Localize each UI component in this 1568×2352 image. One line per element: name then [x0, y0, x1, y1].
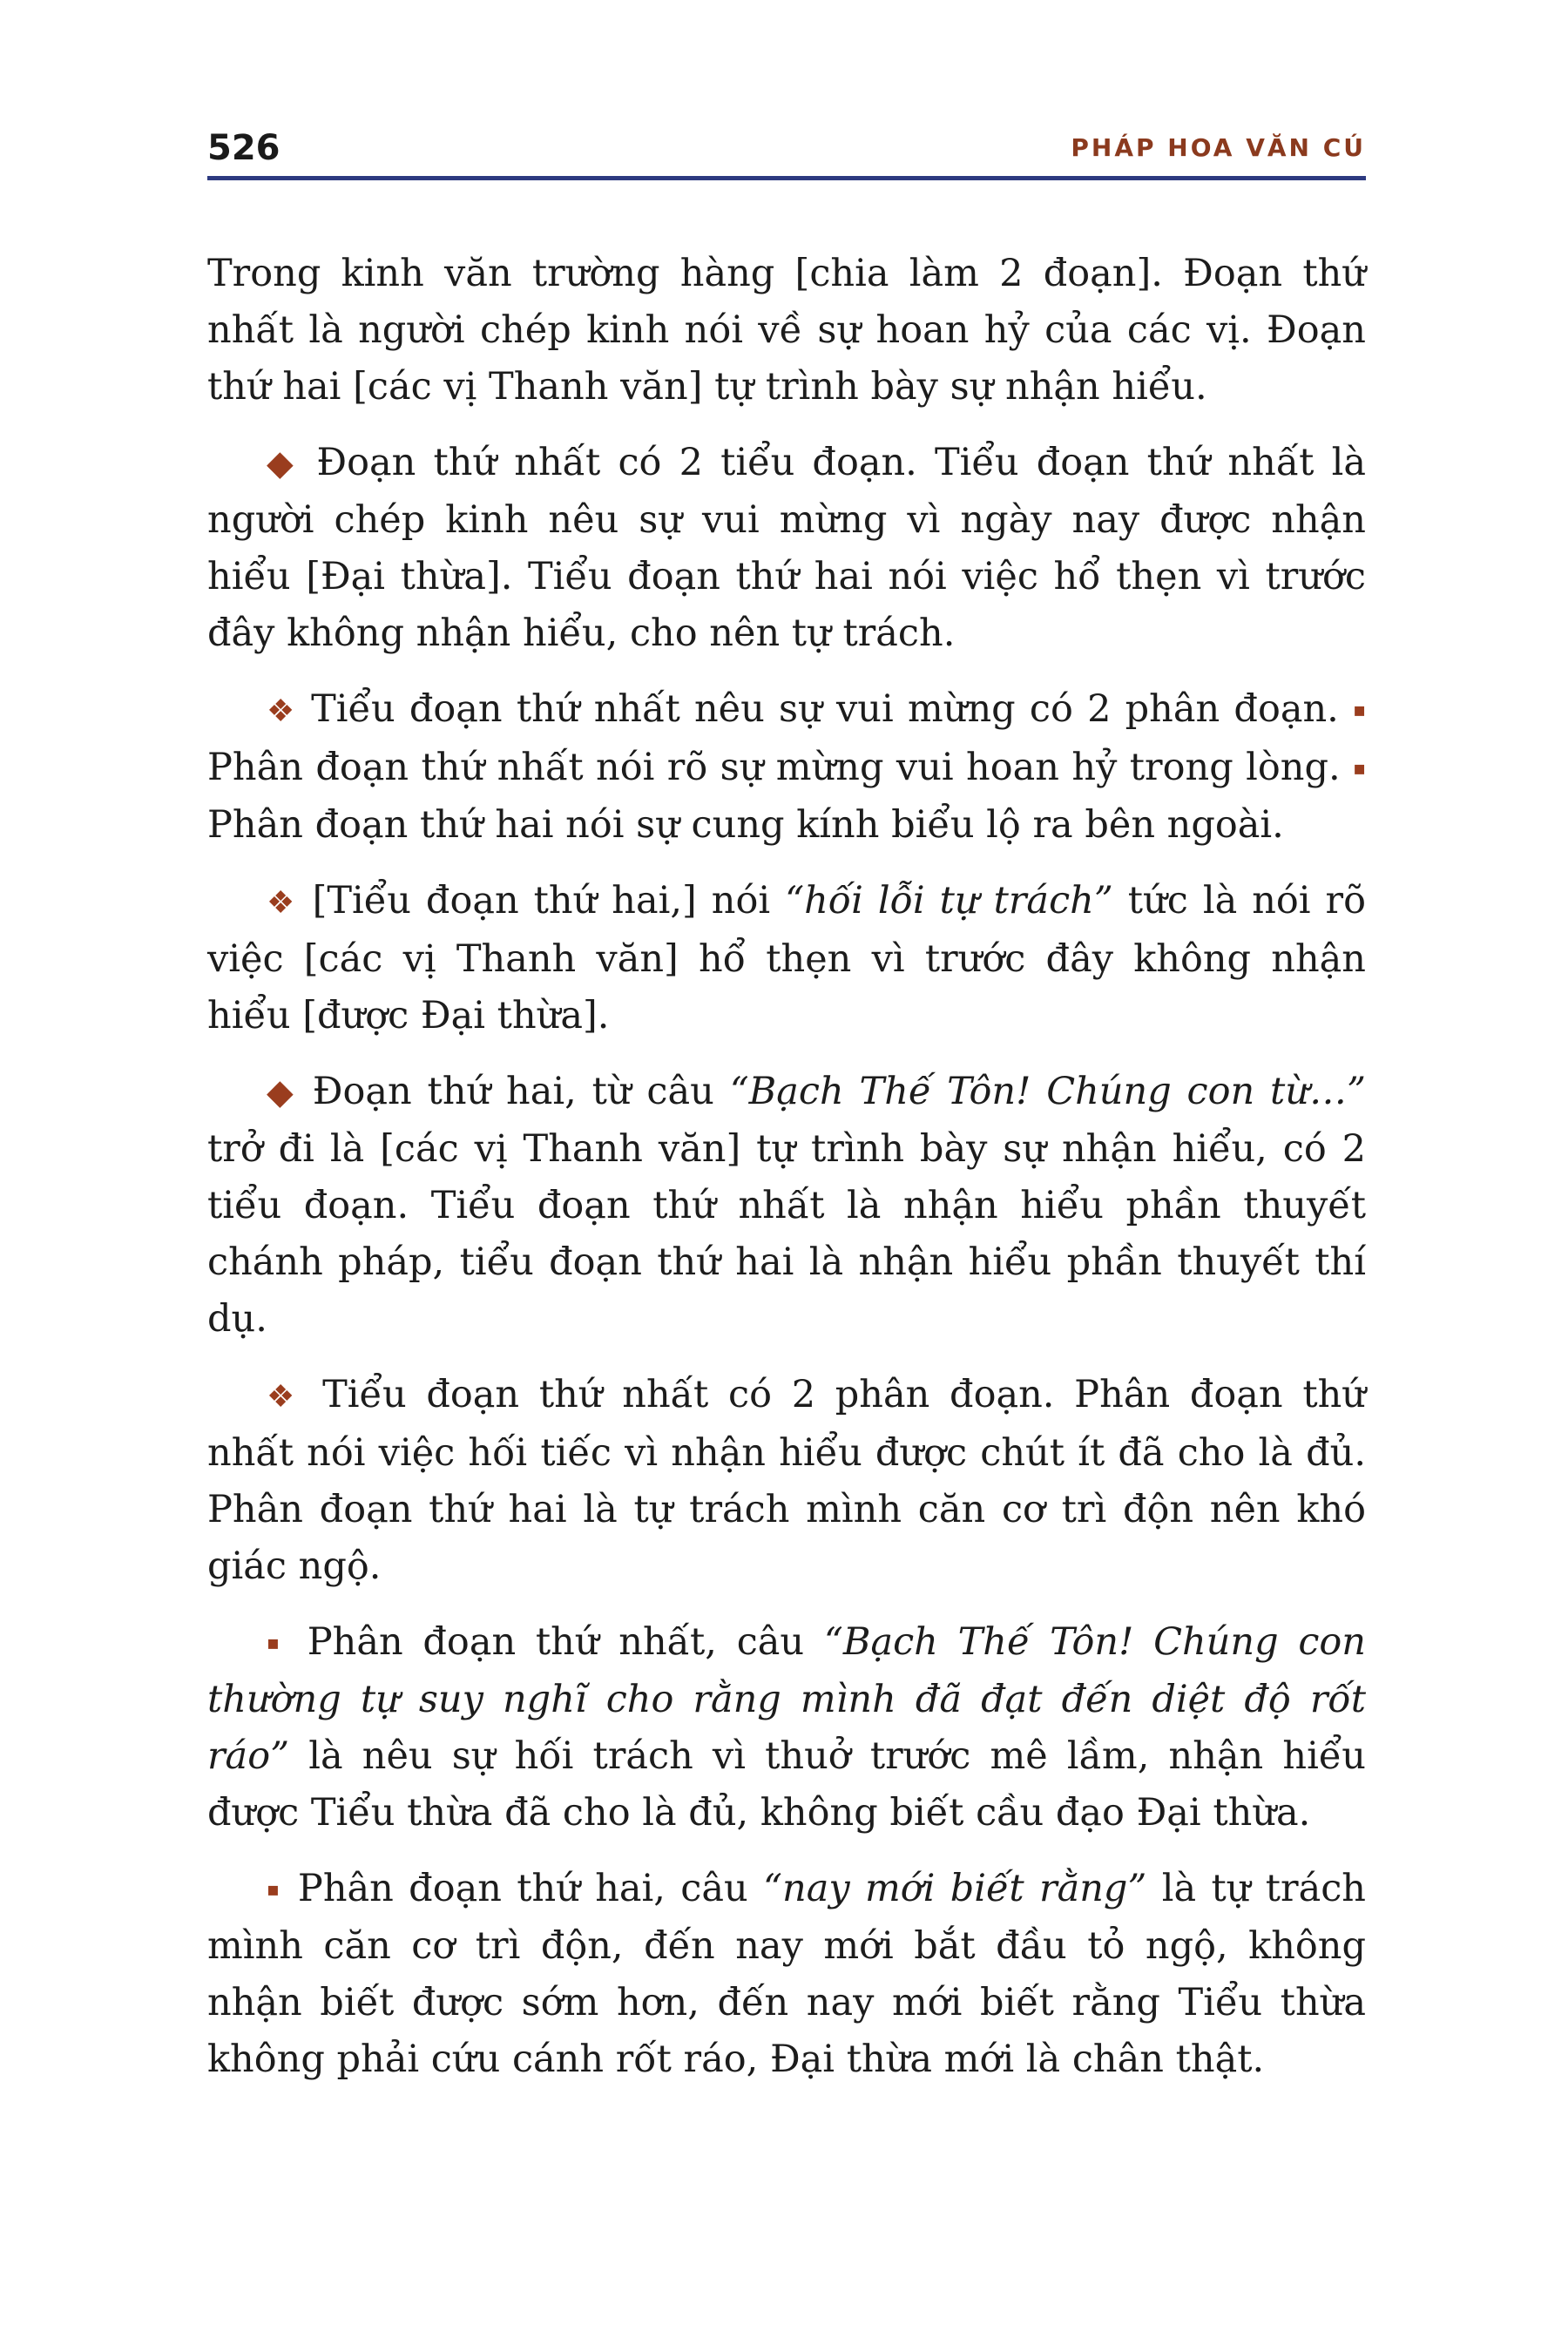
square-bullet-icon: ▪: [267, 1632, 287, 1654]
header-rule: [207, 176, 1366, 180]
paragraph-8-text-a: Phân đoạn thứ hai, câu: [297, 1867, 764, 1910]
paragraph-5-text-a: Đoạn thứ hai, từ câu: [312, 1070, 730, 1113]
paragraph-4: [207, 873, 1366, 1044]
paragraph-8: [207, 1861, 1366, 2088]
paragraph-7-quote: “Bạch Thế Tôn! Chúng con thường tự suy nghĩ cho rằng mình đã đạt đến diệt độ rốt ráo”: [207, 1620, 1366, 1778]
square-bullet-icon: ▪: [267, 1879, 283, 1901]
paragraph-6: [207, 1367, 1366, 1595]
paragraph-2: [207, 435, 1366, 662]
diamond-bullet-icon: ◆: [267, 443, 300, 483]
paragraph-4-text-a: [Tiểu đoạn thứ hai,] nói: [312, 879, 786, 923]
diamond-bullet-icon: ◆: [267, 1072, 297, 1112]
paragraph-6-text: Tiểu đoạn thứ nhất có 2 phân đoạn. Phân đoạn thứ nhất nói việc hối tiếc vì nhận hiểu được chút ít đã cho là đủ. Phân đoạn thứ hai là tự trách mình căn cơ trì độn nên khó giác ngộ.: [207, 1373, 1367, 1588]
paragraph-5: [207, 1064, 1366, 1348]
paragraph-3: [207, 681, 1366, 854]
clover-bullet-icon: ❖: [267, 1379, 303, 1415]
paragraph-2-text: Đoạn thứ nhất có 2 tiểu đoạn. Tiểu đoạn thứ nhất là người chép kinh nêu sự vui mừng vì ngày nay được nhận hiểu [Đại thừa]. Tiểu đoạn thứ hai nói việc hổ thẹn vì trước đây không nhận hiểu, cho nên tự trách.: [207, 441, 1366, 655]
paragraph-1: [207, 246, 1366, 416]
paragraph-4-quote: “hối lỗi tự trách”: [785, 879, 1113, 923]
running-title: PHÁP HOA VĂN CÚ: [1071, 133, 1366, 162]
paragraph-3-text-a: Tiểu đoạn thứ nhất nêu sự vui mừng có 2 phân đoạn.: [311, 687, 1354, 731]
body-text: [207, 246, 1366, 2107]
clover-bullet-icon: ❖: [267, 885, 298, 921]
paragraph-3-text-c: Phân đoạn thứ hai nói sự cung kính biểu lộ ra bên ngoài.: [207, 803, 1284, 847]
paragraph-3-text-b: Phân đoạn thứ nhất nói rõ sự mừng vui hoan hỷ trong lòng.: [207, 746, 1354, 789]
square-bullet-icon: ▪: [1353, 758, 1366, 780]
square-bullet-icon: ▪: [1353, 700, 1366, 721]
paragraph-4-text-b: tức là nói rõ việc [các vị Thanh văn] hổ thẹn vì trước đây không nhận hiểu [được Đại thừa].: [207, 879, 1366, 1037]
paragraph-1-text: Trong kinh văn trường hàng [chia làm 2 đoạn]. Đoạn thứ nhất là người chép kinh nói về sự hoan hỷ của các vị. Đoạn thứ hai [các vị Thanh văn] tự trình bày sự nhận hiểu.: [207, 252, 1366, 409]
clover-bullet-icon: ❖: [267, 693, 297, 729]
paragraph-7-text-a: Phân đoạn thứ nhất, câu: [307, 1620, 824, 1664]
page-number: 526: [207, 128, 280, 168]
paragraph-8-text-b: là tự trách mình căn cơ trì độn, đến nay mới bắt đầu tỏ ngộ, không nhận biết được sớm hơn, đến nay mới biết rằng Tiểu thừa không phải cứu cánh rốt ráo, Đại thừa mới là chân thật.: [207, 1867, 1366, 2081]
paragraph-8-quote: “nay mới biết rằng”: [763, 1867, 1147, 1910]
page-header: [207, 124, 1366, 172]
paragraph-5-quote: “Bạch Thế Tôn! Chúng con từ…”: [729, 1070, 1367, 1113]
paragraph-5-text-b: trở đi là [các vị Thanh văn] tự trình bày sự nhận hiểu, có 2 tiểu đoạn. Tiểu đoạn thứ nhất là nhận hiểu phần thuyết chánh pháp, tiểu đoạn thứ hai là nhận hiểu phần thuyết thí dụ.: [207, 1127, 1366, 1341]
paragraph-7-text-b: là nêu sự hối trách vì thuở trước mê lầm, nhận hiểu được Tiểu thừa đã cho là đủ, không biết cầu đạo Đại thừa.: [207, 1734, 1366, 1835]
paragraph-7: [207, 1614, 1366, 1842]
